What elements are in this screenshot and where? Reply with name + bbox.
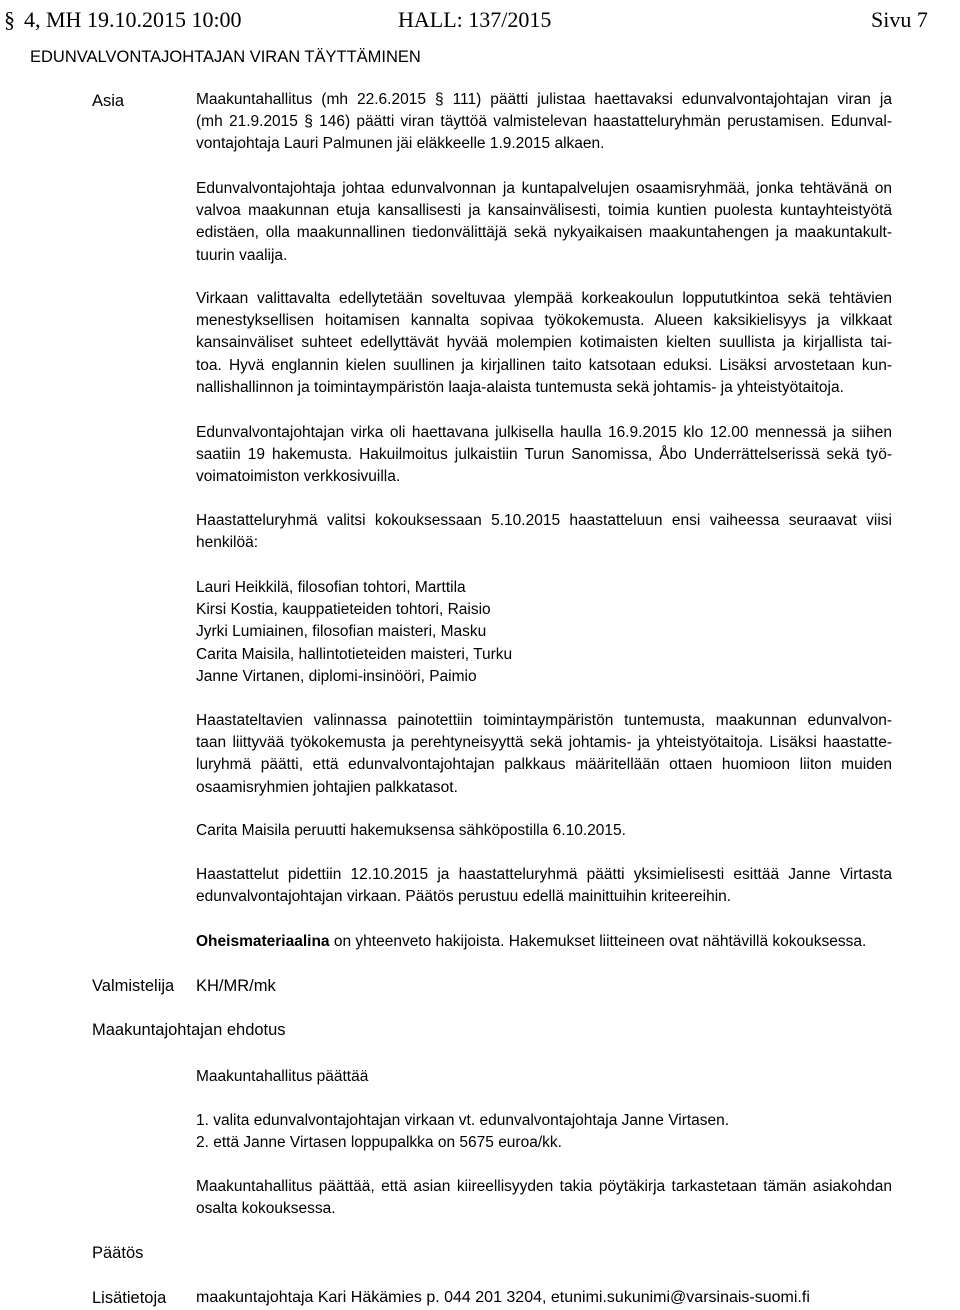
contact-info: maakuntajohtaja Kari Häkämies p. 044 201 3204, etunimi.sukunimi@varsinais-suomi.fi bbox=[196, 1289, 810, 1306]
meeting-info: 4, MH 19.10.2015 10:00 bbox=[24, 7, 242, 32]
paragraph-attachments bbox=[196, 931, 892, 953]
paragraph-interviews bbox=[196, 864, 892, 908]
label-paatos: Päätös bbox=[92, 1244, 144, 1262]
text-line: taan liittyvää työkokemusta ja perehtyneisyyttä sekä johtamis- ja yhteistyötaitoja. Lisäksi haastatte- bbox=[196, 734, 892, 752]
page-number: Sivu 7 bbox=[871, 7, 928, 32]
text-line: Carita Maisila peruutti hakemuksensa sähköpostilla 6.10.2015. bbox=[196, 822, 626, 839]
attachment-label: Oheismateriaalina bbox=[196, 933, 330, 950]
list-item: 1. valita edunvalvontajohtajan virkaan vt. edunvalvontajohtaja Janne Virtasen. bbox=[196, 1112, 730, 1129]
text-line: henkilöä: bbox=[196, 534, 259, 552]
asia-paragraph bbox=[196, 89, 892, 156]
text-line: Edunvalvontajohtajan virka oli haettavana julkisella haulla 16.9.2015 klo 12.00 mennessä ja siihen bbox=[196, 424, 892, 441]
list-item: Carita Maisila, hallintotieteiden maisteri, Turku bbox=[196, 645, 513, 663]
text-line bbox=[196, 931, 892, 953]
text-line: Haastattelut pidettiin 12.10.2015 ja haastatteluryhmä päätti yksimielisesti esittää Janne Virtasta bbox=[196, 866, 892, 883]
text-line: Haastateltavien valinnassa painotettiin toimintaympäristön tuntemusta, maakunnan edunvalvon- bbox=[196, 712, 892, 729]
label-valmistelija: Valmistelija bbox=[92, 977, 175, 995]
ehdotus-items bbox=[196, 1110, 892, 1154]
list-item: Kirsi Kostia, kauppatieteiden tohtori, Raisio bbox=[196, 601, 491, 619]
text-line: toa. Hyvä englannin kielen suullinen ja kirjallinen taito katsotaan eduksi. Lisäksi arvostetaan kun- bbox=[196, 356, 892, 374]
ehdotus-intro bbox=[196, 1066, 892, 1088]
text-line: edunvalvontajohtajan virkaan. Päätös perustuu edellä mainittuihin kriteereihin. bbox=[196, 888, 732, 906]
text-line: osaamisryhmien johtajien palkkatasot. bbox=[196, 778, 458, 796]
attachment-text: on yhteenveto hakijoista. Hakemukset liitteineen ovat nähtävillä kokouksessa. bbox=[329, 933, 867, 950]
list-item: 2. että Janne Virtasen loppupalkka on 5675 euroa/kk. bbox=[196, 1134, 562, 1152]
text-line: Maakuntahallitus päättää bbox=[196, 1068, 369, 1085]
text-line: menestyksellisen hoitamisen kannalta sopivaa työkokemusta. Alueen kaksikielisyys ja vilkkaat bbox=[196, 312, 892, 330]
label-ehdotus: Maakuntajohtajan ehdotus bbox=[92, 1021, 286, 1039]
list-item: Lauri Heikkilä, filosofian tohtori, Marttila bbox=[196, 579, 466, 596]
candidate-list bbox=[196, 577, 892, 688]
list-item: Jyrki Lumiainen, filosofian maisteri, Masku bbox=[196, 623, 487, 641]
text-line: tuurin vaalija. bbox=[196, 246, 288, 264]
text-line: voimatoimiston verkkosivuilla. bbox=[196, 468, 401, 486]
label-asia: Asia bbox=[92, 92, 125, 110]
text-line: saatiin 19 hakemusta. Hakuilmoitus julkaistiin Turun Sanomissa, Åbo Underrättelserissä sekä työ- bbox=[196, 446, 892, 464]
text-line: (mh 21.9.2015 § 146) päätti viran täyttöä valmistelevan haastatteluryhmän perustamisen. Edunval- bbox=[196, 113, 892, 131]
text-line: Maakuntahallitus päättää, että asian kiireellisyyden takia pöytäkirja tarkastetaan tämän asiakohdan bbox=[196, 1178, 892, 1195]
preparer-initials: KH/MR/mk bbox=[196, 977, 276, 995]
minutes-number: HALL: 137/2015 bbox=[398, 7, 552, 32]
text-line: Edunvalvontajohtaja johtaa edunvalvonnan ja kuntapalvelujen osaamisryhmää, jonka tehtävänä on bbox=[196, 180, 892, 197]
label-lisatietoja: Lisätietoja bbox=[92, 1289, 167, 1307]
paragraph-role bbox=[196, 178, 892, 267]
section-mark: § bbox=[4, 7, 15, 32]
text-line: kansainväliset suhteet edellyttävät hyvää molempien kotimaisten kielten suullista ja kirjallista tai- bbox=[196, 334, 892, 352]
paragraph-interview-selection bbox=[196, 510, 892, 554]
paragraph-requirements bbox=[196, 288, 892, 399]
ehdotus-extra bbox=[196, 1176, 892, 1220]
text-line: Maakuntahallitus (mh 22.6.2015 § 111) päätti julistaa haettavaksi edunvalvontajohtajan viran ja bbox=[196, 91, 892, 108]
text-line: nallishallinnon ja toimintaympäristön laaja-alaista tuntemusta sekä johtamis- ja yhteistyötaitoja. bbox=[196, 378, 844, 396]
paragraph-criteria bbox=[196, 710, 892, 799]
text-line: Haastatteluryhmä valitsi kokouksessaan 5.10.2015 haastatteluun ensi vaiheessa seuraavat viisi bbox=[196, 512, 892, 529]
text-line: Virkaan valittavalta edellytetään soveltuvaa ylempää korkeakoulun loppututkintoa sekä tehtävien bbox=[196, 290, 892, 307]
text-line: osalta kokouksessa. bbox=[196, 1200, 336, 1218]
text-line: luryhmä päätti, että edunvalvontajohtajan palkkaus määritellään ottaen huomioon liiton muiden bbox=[196, 756, 892, 774]
text-line: valvoa maakunnan etuja kansallisesti ja kansainvälisesti, toimia kuntien puolesta kuntayhteistyötä bbox=[196, 202, 892, 220]
text-line: edistäen, olla maakunnallinen tiedonvälittäjä sekä nykyaikaisen maakuntahengen ja maakuntakult- bbox=[196, 224, 892, 242]
paragraph-application bbox=[196, 422, 892, 489]
item-title: EDUNVALVONTAJOHTAJAN VIRAN TÄYTTÄMINEN bbox=[30, 48, 421, 66]
list-item: Janne Virtanen, diplomi-insinööri, Paimio bbox=[196, 667, 477, 685]
text-line: vontajohtaja Lauri Palmunen jäi eläkkeelle 1.9.2015 alkaen. bbox=[196, 135, 605, 153]
paragraph-withdrawal bbox=[196, 820, 892, 842]
